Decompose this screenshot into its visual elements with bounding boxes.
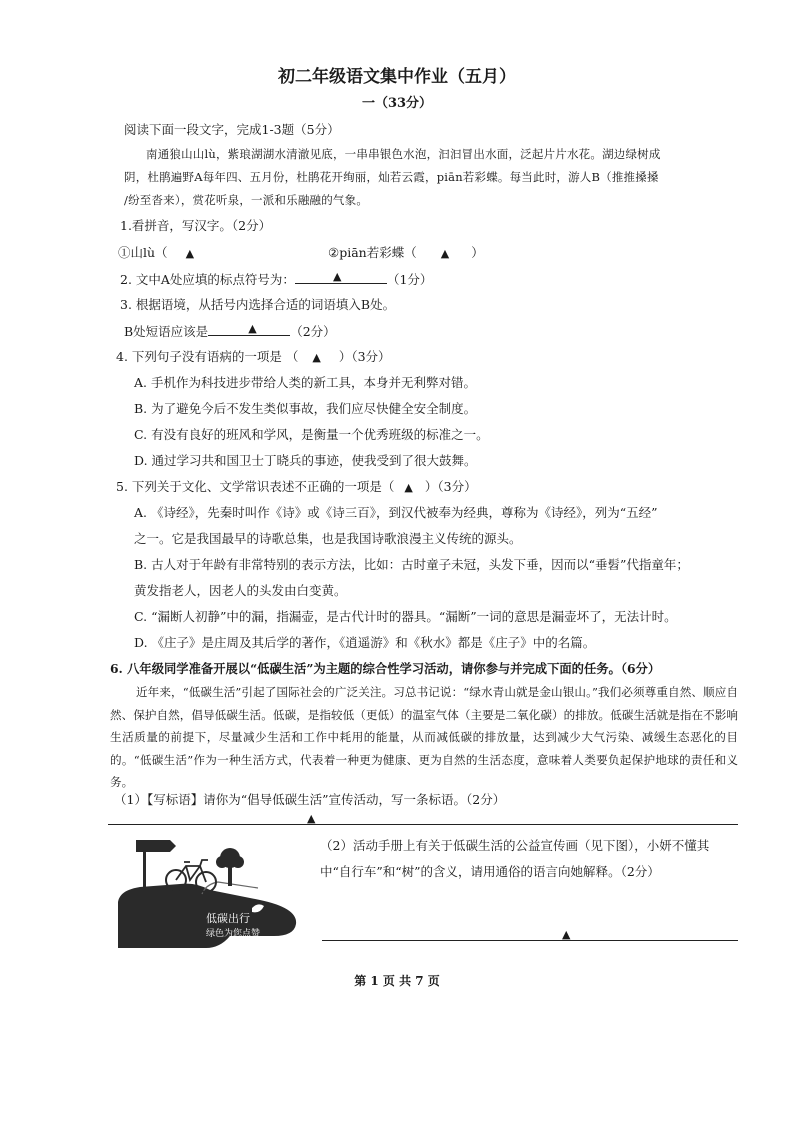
page-number: 第 1 页 共 7 页: [354, 974, 440, 988]
q5-option-b-line2: 黄发指老人，因老人的头发由白变黄。: [134, 583, 347, 598]
q2-score: （1分）: [386, 272, 433, 287]
answer-marker: ▲: [332, 270, 342, 283]
q2: [120, 271, 432, 288]
q3-stem: 3. 根据语境，从括号内选择合适的词语填入B处。: [120, 297, 396, 312]
q6-material: 近年来，“低碳生活”引起了国际社会的广泛关注。习总书记说：“绿水青山就是金山银山。”我们必须尊重自然、顺应自然、保护自然，倡导低碳生活。低碳，是指较低（更低）的温室气体（主要是二氧化碳）的排放。低碳生活就是指在不影响生活质量的前提下，尽量减少生活和工作中耗用的能量，从而减低碳的排放量，达到减少大气污染、减缓生态恶化的目的。“低碳生活”作为一种生活方式，代表着一种更为健康、更为自然的生活态度，意味着人类要负起保护地球的责任和义务。: [110, 685, 738, 789]
poster-slogan-line2: 绿色为您点赞: [206, 929, 261, 939]
q2-answer-blank[interactable]: [295, 271, 387, 284]
passage-line-3: /纷至沓来），赏花听泉，一派和乐融融的气象。: [124, 193, 369, 207]
q6-sub1-answer-line[interactable]: [108, 824, 738, 825]
q1-item2-prefix: ②piān若彩蝶（: [328, 245, 417, 260]
q3-answer: [124, 323, 336, 340]
q6-sub1: （1）【写标语】请你为“倡导低碳生活”宣传活动，写一条标语。（2分）: [114, 792, 506, 807]
answer-marker: ▲: [312, 351, 321, 364]
answer-marker: ▲: [248, 322, 257, 335]
q5-option-c: C. “漏断人初静”中的漏，指漏壶，是古代计时的器具。“漏断”一词的意思是漏壶坏了，无法计时。: [134, 609, 677, 624]
q1-item1-prefix: ①山lù（: [118, 245, 168, 260]
q6-sub2-line1: （2）活动手册上有关于低碳生活的公益宣传画（见下图），小妍不懂其: [320, 838, 710, 853]
q5-option-a-line1: A. 《诗经》，先秦时叫作《诗》或《诗三百》，到汉代被奉为经典，尊称为《诗经》，列为“五经”: [134, 505, 658, 520]
passage-line-1: 南通狼山山lù，紫琅湖湖水清澈见底，一串串银色水泡，汩汩冒出水面，泛起片片水花。湖边绿树成: [146, 147, 661, 161]
reading-intro: 阅读下面一段文字，完成1-3题（5分）: [124, 122, 340, 137]
answer-marker: ▲: [562, 928, 571, 941]
q1-item1: [118, 245, 194, 262]
answer-marker: ▲: [440, 247, 450, 260]
answer-marker: ▲: [185, 247, 195, 260]
q4-option-c: C. 有没有良好的班风和学风，是衡量一个优秀班级的标准之一。: [134, 427, 489, 442]
q6-sub2-answer-line[interactable]: [322, 940, 738, 941]
low-carbon-poster: [110, 832, 306, 948]
section-heading: 一（33分）: [361, 96, 433, 111]
q5-stem: 5. 下列关于文化、文学常识表述不正确的一项是（ ▲ ）（3分）: [116, 479, 477, 494]
q2-stem: 2. 文中A处应填的标点符号为：: [120, 272, 295, 287]
q6-stem: 6. 八年级同学准备开展以“低碳生活”为主题的综合性学习活动，请你参与并完成下面的任务。（6分）: [110, 661, 661, 676]
q4-option-a: A. 手机作为科技进步带给人类的新工具，本身并无利弊对错。: [134, 375, 476, 390]
q5-option-b-line1: B. 古人对于年龄有非常特别的表示方法，比如：古时童子未冠，头发下垂，因而以“垂髫”代指童年；: [134, 557, 689, 572]
q3-answer-prefix: B处短语应该是: [124, 324, 209, 339]
poster-slogan-line1: 低碳出行: [206, 912, 250, 925]
q3-answer-blank[interactable]: [208, 323, 290, 336]
thumb-bike-tree-illustration: [110, 832, 306, 948]
q1-item2: ②piān若彩蝶（ ▲ ）: [328, 245, 484, 260]
q4-option-d: D. 通过学习共和国卫士丁晓兵的事迹，使我受到了很大鼓舞。: [134, 453, 477, 468]
answer-marker: ▲: [404, 481, 413, 494]
q4-stem: 4. 下列句子没有语病的一项是 （ ▲ ）（3分）: [116, 349, 391, 364]
answer-marker: ▲: [307, 812, 316, 825]
q3-score: （2分）: [290, 324, 336, 339]
q5-option-a-line2: 之一。它是我国最早的诗歌总集，也是我国诗歌浪漫主义传统的源头。: [134, 531, 522, 546]
page-title: 初二年级语文集中作业（五月）: [278, 67, 516, 87]
q4-option-b: B. 为了避免今后不发生类似事故，我们应尽快健全安全制度。: [134, 401, 477, 416]
q5-option-d: D. 《庄子》是庄周及其后学的著作，《逍遥游》和《秋水》都是《庄子》中的名篇。: [134, 635, 596, 650]
q1-stem: 1.看拼音，写汉字。（2分）: [120, 218, 272, 233]
passage-line-2: 阴，杜鹃遍野A每年四、五月份，杜鹃花开绚丽，灿若云霞，piān若彩蝶。每当此时，游人B（推推搡搡: [124, 170, 659, 184]
q6-sub2-line2: 中“自行车”和“树”的含义，请用通俗的语言向她解释。（2分）: [320, 864, 660, 879]
